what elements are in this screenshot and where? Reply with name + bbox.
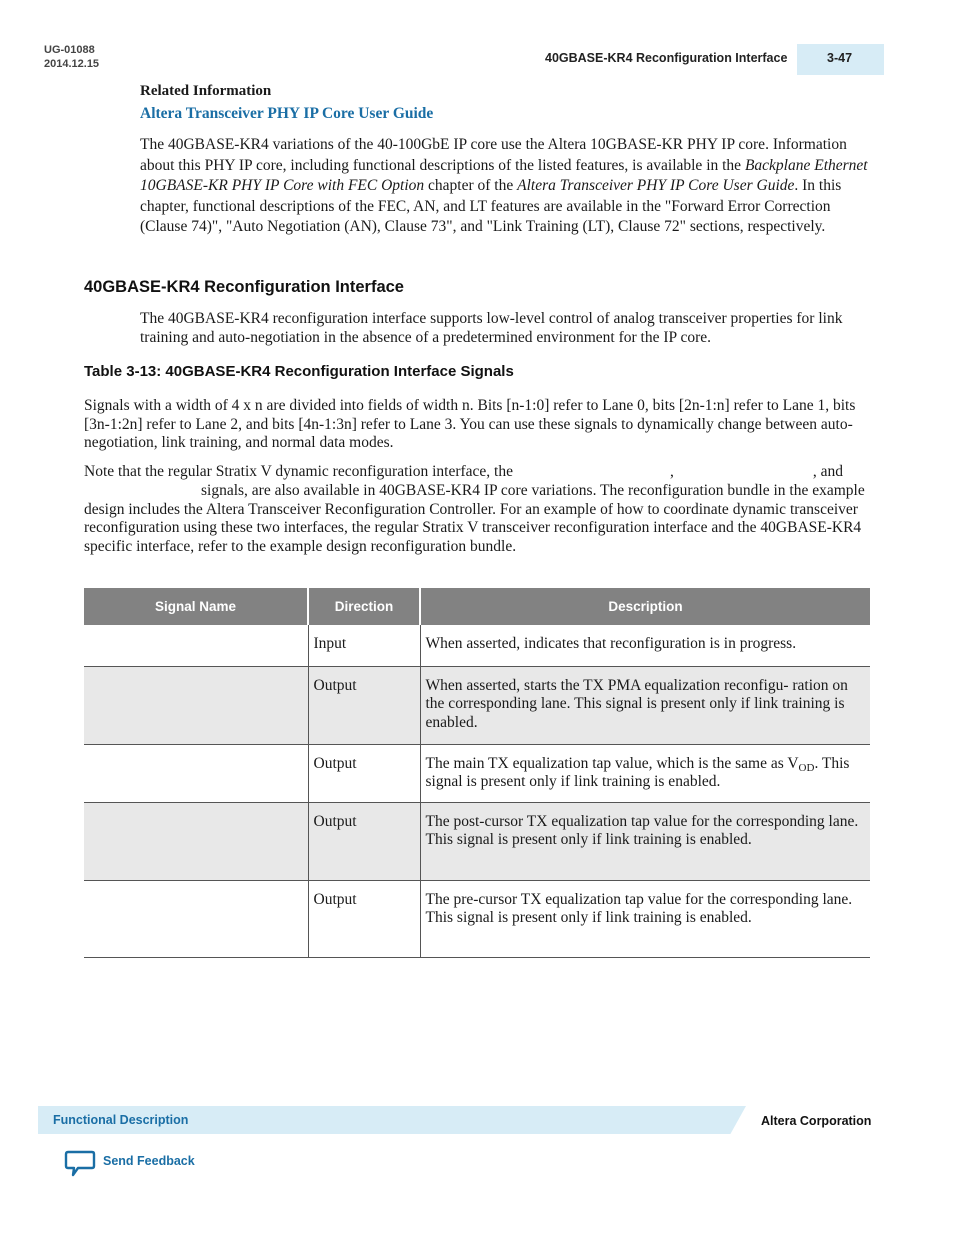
section-heading: 40GBASE-KR4 Reconfiguration Interface bbox=[84, 278, 404, 296]
signal-name-cell bbox=[84, 666, 308, 744]
phy-ip-user-guide-link[interactable]: Altera Transceiver PHY IP Core User Guide bbox=[140, 105, 434, 122]
kr-phy-chapter-title: Backplane Ethernet 10GBASE-KR PHY IP Core with FEC Option bbox=[140, 156, 868, 194]
speech-bubble-icon[interactable] bbox=[64, 1150, 96, 1178]
header-page-tab bbox=[797, 44, 884, 75]
column-header-direction: Direction bbox=[308, 588, 420, 625]
description-cell: When asserted, indicates that reconfiguration is in progress. bbox=[420, 625, 870, 666]
description-cell: The main TX equalization tap value, which is the same as $V_{OD}$. This signal is present only if link training is enabled. bbox=[420, 744, 870, 802]
table-row bbox=[84, 744, 870, 802]
document-id-block bbox=[44, 43, 99, 71]
signal-name-cell bbox=[84, 802, 308, 880]
send-feedback-link[interactable]: Send Feedback bbox=[103, 1154, 195, 1168]
table-row bbox=[84, 666, 870, 744]
signal-name-cell bbox=[84, 625, 308, 666]
description-cell: When asserted, starts the TX PMA equalization reconfigu- ration on the corresponding lane. This signal is present only if link training is enabled. bbox=[420, 666, 870, 744]
page-number: 3-47 bbox=[827, 51, 853, 65]
description-cell: The pre-cursor TX equalization tap value for the corresponding lane. This signal is present only if link training is enabled. bbox=[420, 880, 870, 957]
direction-cell: Output bbox=[308, 802, 420, 880]
signal-name-cell bbox=[84, 744, 308, 802]
column-header-description: Description bbox=[420, 588, 870, 625]
footer-company: Altera Corporation bbox=[761, 1114, 872, 1128]
direction-cell: Input bbox=[308, 625, 420, 666]
signal-name-cell bbox=[84, 880, 308, 957]
table-header-row bbox=[84, 588, 870, 625]
direction-cell: Output bbox=[308, 744, 420, 802]
reconfiguration-signals-table bbox=[84, 588, 870, 958]
phy-ip-core-paragraph: The 40GBASE-KR4 variations of the 40-100GbE IP core use the Altera 10GBASE-KR PHY IP core. Information about this PHY IP core, including functional descriptions of the listed features, is available in the Backplane Ethernet 10GBASE-KR PHY IP Core with FEC Option chapter of the Altera Transceiver PHY IP Core User Guide. In this chapter, functional descriptions of the FEC, AN, and LT features are available in the "Forward Error Correction (Clause 74)", "Auto Negotiation (AN), Clause 73", and "Link Training (LT), Clause 72" sections, respectively. bbox=[140, 136, 868, 235]
table-row bbox=[84, 802, 870, 880]
document-date: 2014.12.15 bbox=[44, 58, 100, 70]
signal-width-paragraph: Signals with a width of 4 x n are divided into fields of width n. Bits [n-1:0] refer to Lane 0, bits [2n-1:n] refer to Lane 1, bits [3n-1:2n] refer to Lane 2, and bits [4n-1:3n] refer to Lane 3. You can use these signals to dynamically change between auto-negotiation, link training, and normal data modes. bbox=[84, 397, 856, 451]
table-row bbox=[84, 880, 870, 957]
reconfiguration-note-paragraph: Note that the regular Stratix V dynamic reconfiguration interface, the , , andsignals, are also available in 40GBASE-KR4 IP core variations. The reconfiguration bundle in the example design includes the Altera Transceiver Reconfiguration Controller. For an example of how to coordinate dynamic transceiver reconfiguration using these two interfaces, the regular Stratix V transceiver reconfiguration interface and the 40GBASE-KR4 specific interface, refer to the example design reconfiguration bundle. bbox=[84, 463, 865, 556]
header-section-title: 40GBASE-KR4 Reconfiguration Interface bbox=[545, 51, 788, 65]
section-intro-paragraph: The 40GBASE-KR4 reconfiguration interface supports low-level control of analog transceiver properties for link training and auto-negotiation in the absence of a predetermined environment for the IP core. bbox=[140, 310, 843, 346]
related-information-label: Related Information bbox=[140, 83, 272, 99]
document-id: UG-01088 bbox=[44, 44, 95, 56]
footer-section-name: Functional Description bbox=[53, 1113, 189, 1127]
direction-cell: Output bbox=[308, 666, 420, 744]
column-header-signal-name: Signal Name bbox=[84, 588, 308, 625]
direction-cell: Output bbox=[308, 880, 420, 957]
table-row bbox=[84, 625, 870, 666]
user-guide-title: Altera Transceiver PHY IP Core User Guide bbox=[517, 177, 795, 194]
description-cell: The post-cursor TX equalization tap value for the corresponding lane. This signal is present only if link training is enabled. bbox=[420, 802, 870, 880]
table-caption: Table 3-13: 40GBASE-KR4 Reconfiguration Interface Signals bbox=[84, 363, 514, 380]
